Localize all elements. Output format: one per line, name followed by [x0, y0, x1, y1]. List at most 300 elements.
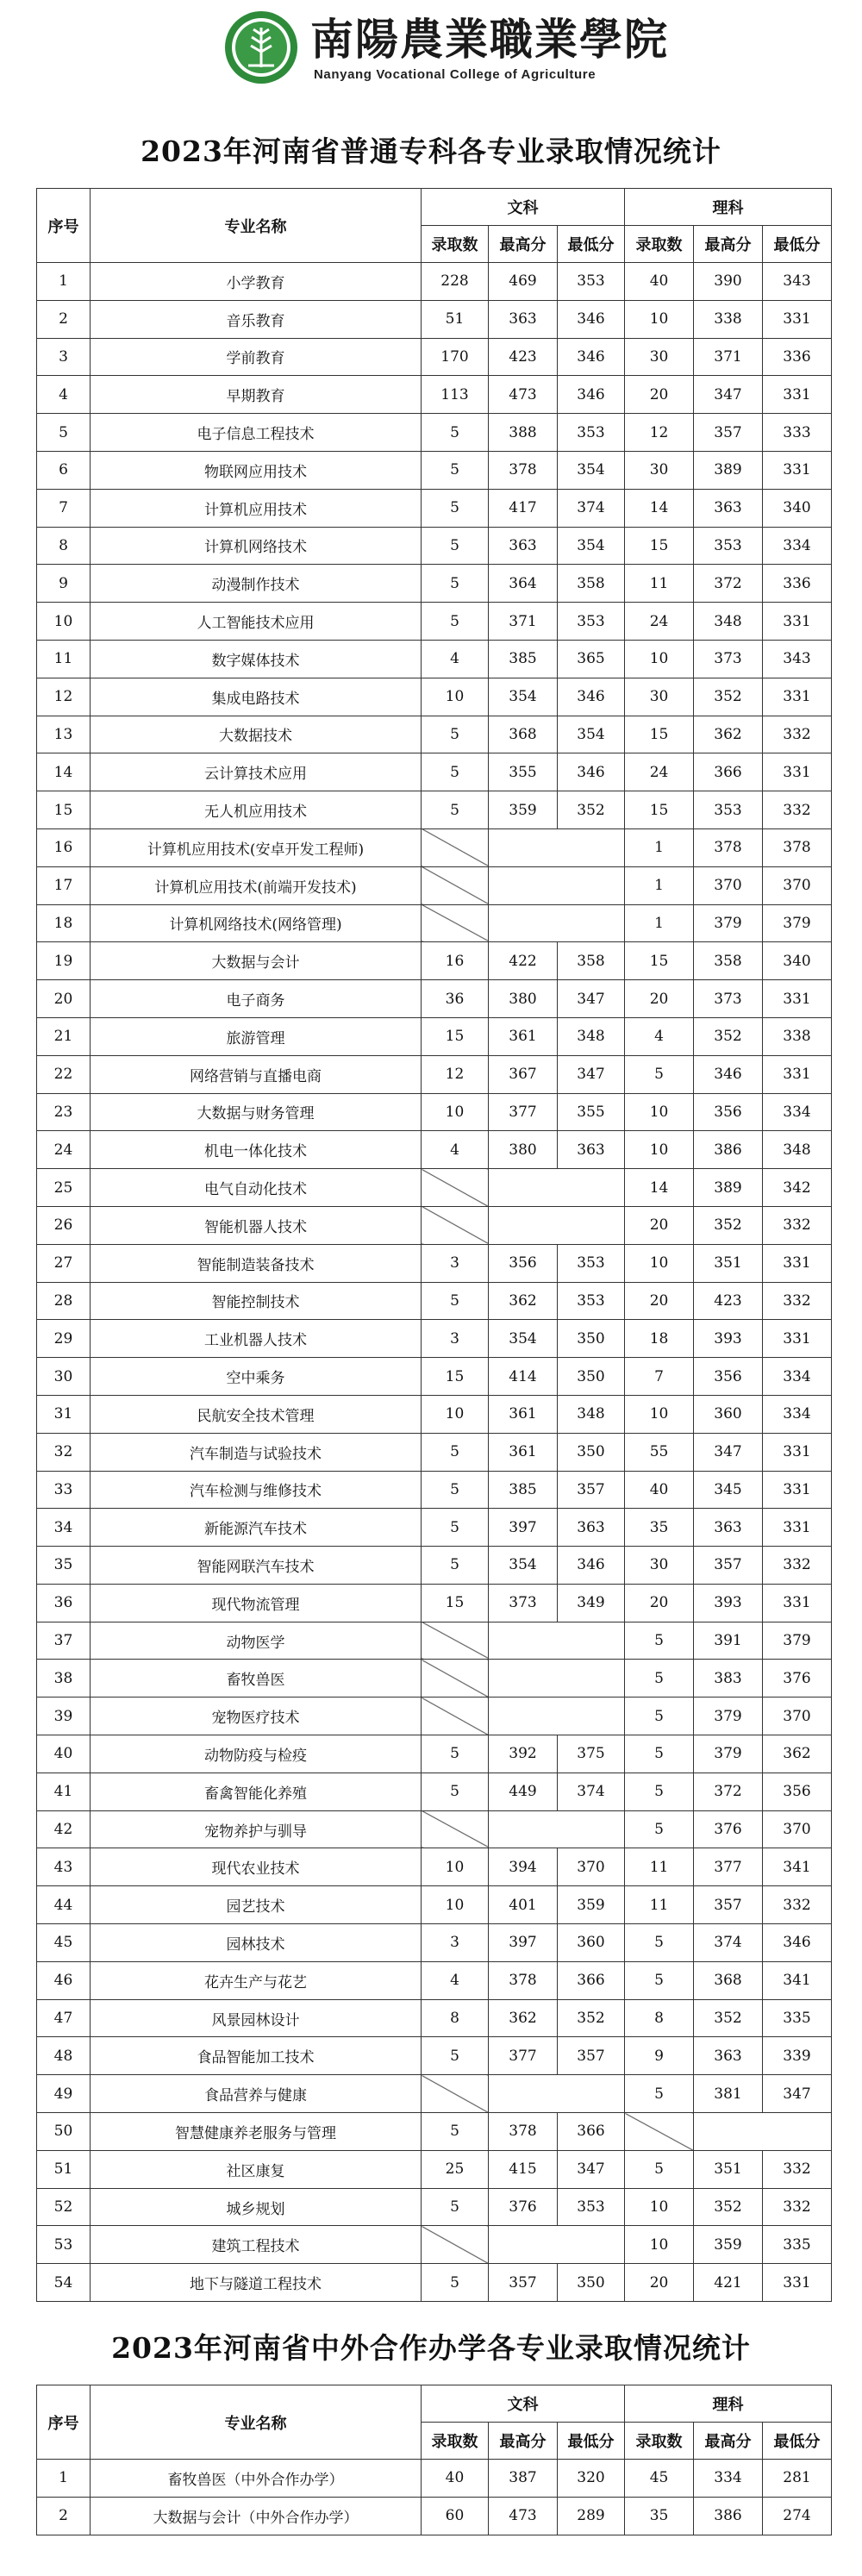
cell-wen-max: 354: [489, 678, 558, 716]
cell-wen-min: 365: [558, 640, 625, 678]
cell-seq: 24: [37, 1131, 91, 1169]
table-row: [37, 828, 832, 866]
cell-wen-min: 289: [558, 2497, 625, 2535]
table-row: [37, 451, 832, 489]
header-li-admitted: 录取数: [625, 226, 694, 263]
cell-major: 计算机应用技术(前端开发技术): [91, 866, 422, 904]
cell-major: 动物医学: [91, 1622, 422, 1660]
cell-wen-max: 361: [489, 1395, 558, 1433]
cell-wen-admitted: 10: [422, 678, 489, 716]
cell-major: 计算机应用技术: [91, 489, 422, 527]
cell-blank: [489, 2075, 625, 2113]
cell-li-max: 386: [694, 1131, 763, 1169]
cell-li-admitted: 12: [625, 414, 694, 452]
table-row: [37, 640, 832, 678]
table2-title: 2023年河南省中外合作办学各专业录取情况统计: [111, 2331, 751, 2365]
cell-li-max: 360: [694, 1395, 763, 1433]
cell-li-min: 331: [763, 1433, 832, 1471]
header-li-min: 最低分: [763, 226, 832, 263]
cell-major: 大数据技术: [91, 716, 422, 753]
table1-body: [37, 263, 832, 2302]
cell-li-max: 356: [694, 1358, 763, 1396]
cell-li-admitted: 5: [625, 1773, 694, 1810]
cell-li-max: 379: [694, 1698, 763, 1735]
cell-li-max: 370: [694, 866, 763, 904]
cell-wen-max: 362: [489, 1282, 558, 1320]
cell-major: 学前教育: [91, 338, 422, 376]
cell-li-max: 352: [694, 1999, 763, 2037]
cell-seq: 50: [37, 2113, 91, 2151]
cell-li-admitted: 35: [625, 2497, 694, 2535]
cell-major: 汽车检测与维修技术: [91, 1471, 422, 1509]
cell-wen-max: 377: [489, 1093, 558, 1131]
cell-li-admitted: 10: [625, 640, 694, 678]
header-seq: 序号: [37, 2385, 91, 2460]
cell-major: 智慧健康养老服务与管理: [91, 2113, 422, 2151]
cell-seq: 16: [37, 828, 91, 866]
cell-li-admitted: 5: [625, 2150, 694, 2188]
cell-li-admitted: 11: [625, 1886, 694, 1924]
cell-major: 网络营销与直播电商: [91, 1055, 422, 1093]
cell-li-max: 372: [694, 1773, 763, 1810]
cell-li-min: 356: [763, 1773, 832, 1810]
cell-wen-max: 394: [489, 1848, 558, 1886]
cell-seq: 23: [37, 1093, 91, 1131]
cell-li-max: 357: [694, 1886, 763, 1924]
header-wen-min: 最低分: [558, 2423, 625, 2460]
cell-wen-min: 354: [558, 716, 625, 753]
cell-major: 社区康复: [91, 2150, 422, 2188]
table-row: [37, 1131, 832, 1169]
cell-li-min: 333: [763, 414, 832, 452]
cell-wen-max: 364: [489, 565, 558, 603]
cell-major: 畜牧兽医（中外合作办学）: [91, 2460, 422, 2498]
table-row: [37, 2188, 832, 2226]
table-row: [37, 2113, 832, 2151]
cell-major: 小学教育: [91, 263, 422, 301]
cell-wen-admitted: 5: [422, 1433, 489, 1471]
cell-blank: [489, 828, 625, 866]
cell-seq: 2: [37, 2497, 91, 2535]
header-li-max: 最高分: [694, 226, 763, 263]
cell-seq: 52: [37, 2188, 91, 2226]
cell-wen-min: 363: [558, 1131, 625, 1169]
cell-li-min: 332: [763, 1282, 832, 1320]
cell-li-min: 362: [763, 1735, 832, 1773]
cell-blank-slash: [422, 1169, 489, 1207]
table-row: [37, 527, 832, 565]
cell-wen-admitted: 228: [422, 263, 489, 301]
cell-seq: 6: [37, 451, 91, 489]
cell-li-min: 331: [763, 300, 832, 338]
header-wen-max: 最高分: [489, 2423, 558, 2460]
cell-li-admitted: 10: [625, 2226, 694, 2264]
cell-li-admitted: 5: [625, 1622, 694, 1660]
cell-seq: 5: [37, 414, 91, 452]
cell-major: 计算机应用技术(安卓开发工程师): [91, 828, 422, 866]
header-wen-min: 最低分: [558, 226, 625, 263]
cell-li-admitted: 40: [625, 263, 694, 301]
cell-wen-min: 350: [558, 1433, 625, 1471]
cell-wen-admitted: 3: [422, 1924, 489, 1962]
cell-major: 食品智能加工技术: [91, 2037, 422, 2075]
table-row: [37, 716, 832, 753]
cell-wen-max: 401: [489, 1886, 558, 1924]
cell-major: 集成电路技术: [91, 678, 422, 716]
cell-seq: 2: [37, 300, 91, 338]
cell-li-max: 358: [694, 942, 763, 980]
cell-seq: 22: [37, 1055, 91, 1093]
cell-wen-max: 392: [489, 1735, 558, 1773]
header-group-wen: 文科: [422, 2385, 625, 2423]
cell-seq: 53: [37, 2226, 91, 2264]
cell-li-admitted: 5: [625, 1961, 694, 1999]
cell-seq: 44: [37, 1886, 91, 1924]
cell-major: 空中乘务: [91, 1358, 422, 1396]
cell-wen-min: 352: [558, 791, 625, 829]
header-seq: 序号: [37, 189, 91, 263]
table-row: [37, 338, 832, 376]
cell-seq: 10: [37, 603, 91, 641]
cell-major: 工业机器人技术: [91, 1320, 422, 1358]
table-row: [37, 414, 832, 452]
cell-wen-admitted: 5: [422, 2188, 489, 2226]
cell-wen-max: 362: [489, 1999, 558, 2037]
cell-li-min: 342: [763, 1169, 832, 1207]
table1-title: 2023年河南省普通专科各专业录取情况统计: [141, 134, 721, 168]
cell-wen-admitted: 5: [422, 2037, 489, 2075]
cell-li-admitted: 30: [625, 1547, 694, 1585]
cell-li-admitted: 20: [625, 980, 694, 1018]
cell-li-admitted: 9: [625, 2037, 694, 2075]
cell-seq: 32: [37, 1433, 91, 1471]
cell-major: 无人机应用技术: [91, 791, 422, 829]
cell-wen-admitted: 8: [422, 1999, 489, 2037]
cell-blank: [489, 2226, 625, 2264]
cell-wen-admitted: 5: [422, 489, 489, 527]
cell-wen-admitted: 5: [422, 565, 489, 603]
cell-major: 机电一体化技术: [91, 1131, 422, 1169]
cell-li-max: 391: [694, 1622, 763, 1660]
table-row: [37, 376, 832, 414]
cell-blank: [489, 1206, 625, 1244]
cell-wen-admitted: 5: [422, 1471, 489, 1509]
cell-li-admitted: 24: [625, 753, 694, 791]
cell-li-admitted: 15: [625, 716, 694, 753]
cell-wen-min: 347: [558, 2150, 625, 2188]
cell-wen-max: 422: [489, 942, 558, 980]
cell-wen-admitted: 4: [422, 1961, 489, 1999]
cell-blank-slash: [422, 866, 489, 904]
cell-li-max: 346: [694, 1055, 763, 1093]
table-row: [37, 1471, 832, 1509]
table-row: [37, 1206, 832, 1244]
cell-major: 风景园林设计: [91, 1999, 422, 2037]
cell-li-min: 331: [763, 753, 832, 791]
cell-li-min: 347: [763, 2075, 832, 2113]
cell-li-max: 366: [694, 753, 763, 791]
cell-li-max: 371: [694, 338, 763, 376]
cell-li-min: 274: [763, 2497, 832, 2535]
cell-li-admitted: 14: [625, 1169, 694, 1207]
table-row: [37, 300, 832, 338]
cell-li-max: 353: [694, 527, 763, 565]
cell-blank: [489, 1660, 625, 1698]
cell-li-min: 341: [763, 1848, 832, 1886]
cell-li-min: 370: [763, 1698, 832, 1735]
cell-wen-max: 473: [489, 376, 558, 414]
cell-li-admitted: 15: [625, 527, 694, 565]
table-row: [37, 1622, 832, 1660]
cell-li-admitted: 5: [625, 2075, 694, 2113]
cell-wen-admitted: 16: [422, 942, 489, 980]
header-group-li: 理科: [625, 189, 832, 226]
cell-li-min: 281: [763, 2460, 832, 2498]
cell-wen-admitted: 12: [422, 1055, 489, 1093]
cell-seq: 17: [37, 866, 91, 904]
table-row: [37, 1886, 832, 1924]
header-wen-max: 最高分: [489, 226, 558, 263]
cell-wen-min: 357: [558, 2037, 625, 2075]
cell-wen-min: 352: [558, 1999, 625, 2037]
school-name-en: Nanyang Vocational College of Agriculture: [314, 67, 597, 82]
cell-major: 计算机网络技术(网络管理): [91, 904, 422, 942]
cell-li-max: 393: [694, 1584, 763, 1622]
cell-major: 建筑工程技术: [91, 2226, 422, 2264]
cell-li-admitted: 5: [625, 1055, 694, 1093]
table-row: [37, 2497, 832, 2535]
cell-li-min: 341: [763, 1961, 832, 1999]
cell-wen-min: 354: [558, 451, 625, 489]
cell-major: 现代农业技术: [91, 1848, 422, 1886]
cell-li-admitted: 1: [625, 904, 694, 942]
cell-li-max: 377: [694, 1848, 763, 1886]
cell-wen-max: 354: [489, 1547, 558, 1585]
cell-wen-max: 377: [489, 2037, 558, 2075]
cell-li-max: 363: [694, 2037, 763, 2075]
cell-seq: 35: [37, 1547, 91, 1585]
cell-li-min: 346: [763, 1924, 832, 1962]
cell-wen-min: 346: [558, 300, 625, 338]
cell-seq: 48: [37, 2037, 91, 2075]
cell-blank: [489, 866, 625, 904]
cell-li-max: 347: [694, 376, 763, 414]
cell-li-min: 331: [763, 678, 832, 716]
cell-wen-admitted: 5: [422, 1509, 489, 1547]
cell-blank-slash: [625, 2113, 694, 2151]
table-row: [37, 1320, 832, 1358]
cell-li-admitted: 20: [625, 376, 694, 414]
cell-wen-min: 375: [558, 1735, 625, 1773]
cell-wen-admitted: 5: [422, 2264, 489, 2302]
cell-li-min: 335: [763, 2226, 832, 2264]
cell-wen-max: 385: [489, 640, 558, 678]
cell-li-max: 379: [694, 1735, 763, 1773]
school-name-cn: 南陽農業職業學院: [310, 14, 669, 65]
cell-wen-min: 353: [558, 1282, 625, 1320]
cell-li-min: 379: [763, 904, 832, 942]
cell-major: 旅游管理: [91, 1017, 422, 1055]
cell-seq: 15: [37, 791, 91, 829]
table-row: [37, 1547, 832, 1585]
cell-li-max: 352: [694, 2188, 763, 2226]
cell-li-max: 389: [694, 451, 763, 489]
cell-seq: 19: [37, 942, 91, 980]
cell-blank: [694, 2113, 832, 2151]
table-row: [37, 942, 832, 980]
table-row: [37, 904, 832, 942]
cell-seq: 1: [37, 2460, 91, 2498]
cell-li-min: 332: [763, 1547, 832, 1585]
table-row: [37, 866, 832, 904]
cell-wen-max: 385: [489, 1471, 558, 1509]
cell-wen-min: 355: [558, 1093, 625, 1131]
cell-wen-min: 354: [558, 527, 625, 565]
cell-major: 物联网应用技术: [91, 451, 422, 489]
cell-li-admitted: 40: [625, 1471, 694, 1509]
cell-seq: 34: [37, 1509, 91, 1547]
cell-major: 现代物流管理: [91, 1584, 422, 1622]
table-row: [37, 2150, 832, 2188]
cell-wen-min: 360: [558, 1924, 625, 1962]
admission-table-sino-foreign: [36, 2385, 832, 2535]
cell-wen-max: 378: [489, 451, 558, 489]
cell-li-min: 331: [763, 1055, 832, 1093]
cell-li-admitted: 10: [625, 1131, 694, 1169]
cell-li-admitted: 30: [625, 338, 694, 376]
cell-seq: 33: [37, 1471, 91, 1509]
header-li-admitted: 录取数: [625, 2423, 694, 2460]
cell-seq: 46: [37, 1961, 91, 1999]
cell-wen-max: 357: [489, 2264, 558, 2302]
cell-major: 地下与隧道工程技术: [91, 2264, 422, 2302]
cell-major: 畜牧兽医: [91, 1660, 422, 1698]
table-row: [37, 791, 832, 829]
cell-major: 食品营养与健康: [91, 2075, 422, 2113]
table-row: [37, 603, 832, 641]
cell-li-min: 336: [763, 338, 832, 376]
table-row: [37, 1055, 832, 1093]
cell-wen-min: 353: [558, 603, 625, 641]
table-row: [37, 2264, 832, 2302]
table-row: [37, 1244, 832, 1282]
cell-wen-max: 373: [489, 1584, 558, 1622]
table-row: [37, 1924, 832, 1962]
table-row: [37, 1698, 832, 1735]
cell-wen-admitted: 10: [422, 1093, 489, 1131]
cell-wen-min: 350: [558, 1320, 625, 1358]
cell-major: 智能机器人技术: [91, 1206, 422, 1244]
cell-wen-min: 353: [558, 1244, 625, 1282]
cell-blank: [489, 1169, 625, 1207]
table-row: [37, 2075, 832, 2113]
cell-wen-min: 346: [558, 678, 625, 716]
table-row: [37, 1509, 832, 1547]
cell-li-min: 340: [763, 942, 832, 980]
cell-wen-admitted: 40: [422, 2460, 489, 2498]
cell-blank: [489, 904, 625, 942]
cell-major: 计算机网络技术: [91, 527, 422, 565]
cell-wen-max: 363: [489, 300, 558, 338]
cell-wen-max: 367: [489, 1055, 558, 1093]
cell-li-admitted: 45: [625, 2460, 694, 2498]
cell-wen-min: 349: [558, 1584, 625, 1622]
cell-wen-max: 397: [489, 1509, 558, 1547]
cell-wen-min: 374: [558, 489, 625, 527]
cell-li-max: 423: [694, 1282, 763, 1320]
cell-li-admitted: 55: [625, 1433, 694, 1471]
cell-wen-min: 370: [558, 1848, 625, 1886]
cell-li-max: 376: [694, 1810, 763, 1848]
cell-li-admitted: 10: [625, 2188, 694, 2226]
table-row: [37, 1433, 832, 1471]
cell-seq: 39: [37, 1698, 91, 1735]
header-wen-admitted: 录取数: [422, 2423, 489, 2460]
cell-wen-admitted: 5: [422, 1282, 489, 1320]
cell-wen-admitted: 113: [422, 376, 489, 414]
table-row: [37, 2037, 832, 2075]
cell-wen-admitted: 5: [422, 1547, 489, 1585]
cell-li-max: 374: [694, 1924, 763, 1962]
cell-li-min: 343: [763, 640, 832, 678]
cell-wen-min: 353: [558, 2188, 625, 2226]
cell-wen-admitted: 5: [422, 451, 489, 489]
cell-li-admitted: 30: [625, 451, 694, 489]
cell-major: 云计算技术应用: [91, 753, 422, 791]
header-group-wen: 文科: [422, 189, 625, 226]
cell-li-min: 332: [763, 2150, 832, 2188]
cell-li-min: 336: [763, 565, 832, 603]
cell-major: 动物防疫与检疫: [91, 1735, 422, 1773]
cell-major: 园艺技术: [91, 1886, 422, 1924]
cell-li-max: 338: [694, 300, 763, 338]
cell-major: 畜禽智能化养殖: [91, 1773, 422, 1810]
cell-wen-admitted: 25: [422, 2150, 489, 2188]
cell-wen-min: 358: [558, 942, 625, 980]
cell-li-max: 357: [694, 1547, 763, 1585]
table-row: [37, 1810, 832, 1848]
cell-wen-admitted: 5: [422, 1735, 489, 1773]
cell-blank-slash: [422, 1660, 489, 1698]
cell-wen-min: 353: [558, 263, 625, 301]
cell-li-admitted: 5: [625, 1810, 694, 1848]
cell-wen-max: 361: [489, 1017, 558, 1055]
cell-li-admitted: 30: [625, 678, 694, 716]
cell-wen-admitted: 4: [422, 640, 489, 678]
cell-li-admitted: 20: [625, 2264, 694, 2302]
cell-li-min: 332: [763, 716, 832, 753]
cell-major: 电子商务: [91, 980, 422, 1018]
table-row: [37, 1358, 832, 1396]
cell-li-min: 332: [763, 791, 832, 829]
cell-li-min: 334: [763, 1358, 832, 1396]
cell-wen-max: 469: [489, 263, 558, 301]
cell-wen-max: 388: [489, 414, 558, 452]
cell-wen-max: 359: [489, 791, 558, 829]
cell-wen-max: 449: [489, 1773, 558, 1810]
cell-seq: 29: [37, 1320, 91, 1358]
table-row: [37, 1848, 832, 1886]
cell-li-admitted: 11: [625, 565, 694, 603]
table2-body: [37, 2460, 832, 2535]
cell-li-admitted: 14: [625, 489, 694, 527]
cell-wen-max: 354: [489, 1320, 558, 1358]
cell-li-admitted: 1: [625, 828, 694, 866]
cell-li-min: 334: [763, 1093, 832, 1131]
cell-wen-max: 415: [489, 2150, 558, 2188]
cell-li-max: 352: [694, 1017, 763, 1055]
cell-wen-min: 348: [558, 1395, 625, 1433]
